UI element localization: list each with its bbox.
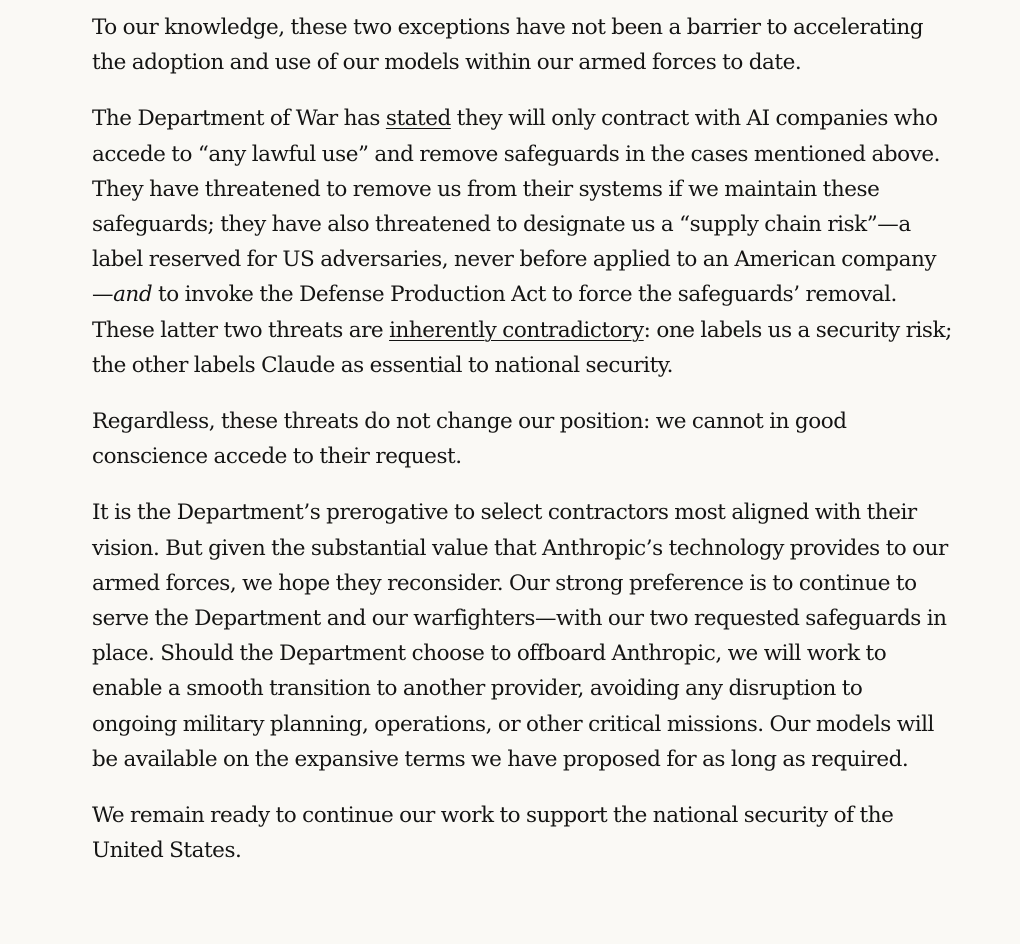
paragraph-department-threats — [92, 101, 952, 383]
emphasis-and: and — [113, 282, 153, 308]
paragraph-threats-text-1: The Department of War has — [92, 106, 386, 132]
paragraph-barrier-text: To our knowledge, these two exceptions have not been a barrier to accelerating the adoption and use of our models within our armed forces to date. — [92, 15, 924, 76]
inherently-contradictory-link[interactable]: inherently contradictory — [389, 317, 644, 343]
paragraph-barrier — [92, 10, 952, 80]
paragraph-threats-text-4: : one labels us a security risk; the other labels Claude as essential to national security. — [92, 317, 952, 378]
paragraph-ready — [92, 798, 952, 868]
paragraph-threats-text-3: to invoke the Defense Production Act to force the safeguards’ removal. These latter two threats are — [92, 282, 897, 343]
stated-link[interactable]: stated — [385, 106, 451, 132]
paragraph-ready-text: We remain ready to continue our work to support the national security of the United States. — [92, 803, 894, 864]
paragraph-prerogative-text: It is the Department’s prerogative to select contractors most aligned with their vision. But given the substantial value that Anthropic’s technology provides to our armed forces, we hope they reconsider. Our strong preference is to continue to serve the Department and our warfighters—with our two requested safeguards in place. Should the Department choose to offboard Anthropic, we will work to enable a smooth transition to another provider, avoiding any disruption to ongoing military planning, operations, or other critical missions. Our models will be available on the expansive terms we have proposed for as long as required. — [92, 500, 948, 772]
paragraph-prerogative — [92, 495, 952, 777]
paragraph-position — [92, 404, 952, 474]
article-body — [92, 10, 952, 889]
paragraph-threats-text-2: they will only contract with AI companies who accede to “any lawful use” and remove safeguards in the cases mentioned above. They have threatened to remove us from their systems if we maintain these safeguards; they have also threatened to designate us a “supply chain risk”—a label reserved for US adversaries, never before applied to an American company— — [92, 106, 941, 308]
paragraph-position-text: Regardless, these threats do not change our position: we cannot in good conscience accede to their request. — [92, 409, 847, 470]
